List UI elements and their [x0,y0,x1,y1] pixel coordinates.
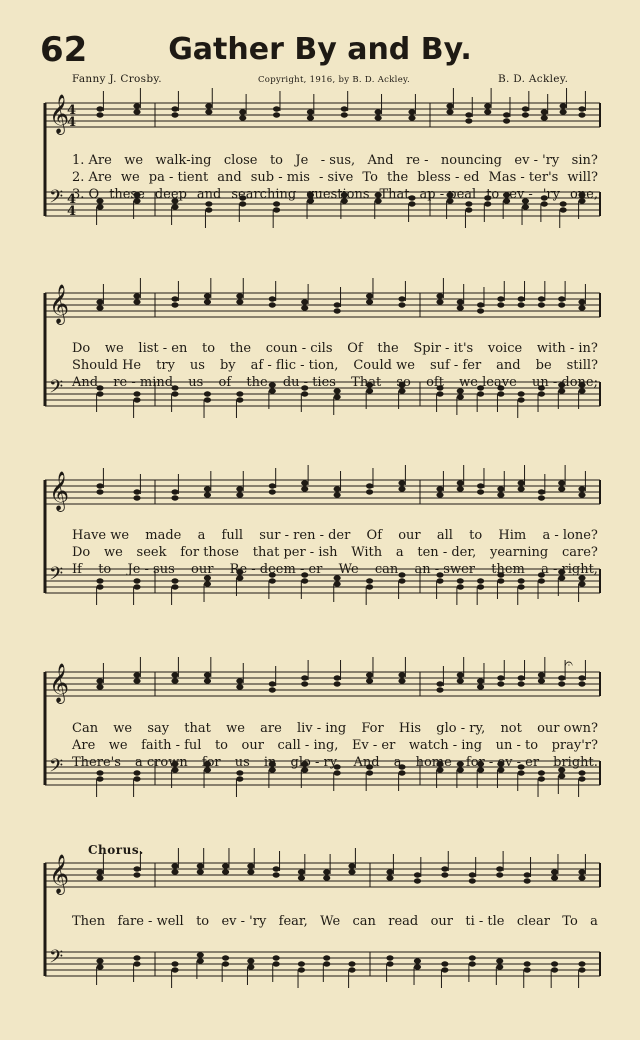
lyric-syllable: these [109,187,145,202]
note-head [222,863,229,868]
lyric-syllable: us [188,375,204,390]
lyric-syllable: af - flic - tion, [250,358,339,373]
lyric-syllable: Do [72,341,91,356]
lyric-syllable: pray'r? [551,738,598,753]
note-head [386,869,393,874]
note-head [247,863,254,868]
lyric-syllable: fare - well [117,914,184,929]
lyric-syllable: - sive [318,170,354,185]
lyric-syllable: yearning [490,545,549,560]
note-head [414,872,421,877]
lyric-syllable: call - ing, [277,738,339,753]
lyric-syllable: a - lone? [542,528,598,543]
note-head [496,872,503,877]
treble-clef-icon: 𝄞 [49,471,70,511]
lyric-syllable: we [103,545,123,560]
composer-credit: B. D. Ackley. [498,73,569,85]
lyric-syllable: be [535,358,552,373]
lyric-syllable: our [191,562,214,577]
lyric-syllable: - sus, [320,153,356,168]
lyric-syllable: say [147,721,170,736]
lyric-syllable: Re - deem - er [229,562,323,577]
lyric-syllable: Je - sus [127,562,175,577]
lyric-syllable: not [500,721,522,736]
lyric-syllable: we [113,721,133,736]
lyric-syllable: to [98,562,112,577]
lyric-syllable: we [226,721,245,736]
treble-clef-icon: 𝄞 [49,284,70,324]
note-head [496,958,503,963]
lyric-syllable: Ev - er [351,738,396,753]
note-head [578,961,585,966]
time-signature-icon: 4 [67,192,77,207]
lyric-syllable: fear, [278,914,308,929]
lyric-syllable: we [120,170,140,185]
lyric-syllable: We [338,562,359,577]
lyric-syllable: a - right, [541,562,598,577]
lyric-syllable: Can [72,721,99,736]
lyric-syllable: to [486,187,500,202]
note-head [348,967,355,972]
lyric-syllable: ev - 'ry [514,153,560,168]
lyric-syllable: and [496,358,521,373]
note-head [441,961,448,966]
lyric-syllable: that [184,721,211,736]
lyric-syllable: us [234,755,250,770]
lyric-syllable: the [246,375,268,390]
lyric-syllable: questions [306,187,370,202]
lyric-syllable: that per - ish [252,545,338,560]
fermata-icon: 𝄐 [565,656,573,672]
note-head [222,869,229,874]
note-head [133,955,140,960]
lyric-syllable: walk-ing [155,153,212,168]
lyric-syllable: And [367,153,394,168]
lyric-syllable: to [202,341,216,356]
note-head [414,958,421,963]
lyric-syllable: ti - tle [465,914,505,929]
lyric-syllable: To [362,170,378,185]
lyric-syllable: a [393,755,402,770]
lyric-syllable: the [377,341,399,356]
lyric-syllable: That [351,375,382,390]
lyric-syllable: faith - ful [141,738,202,753]
note-head [469,955,476,960]
note-head [298,875,305,880]
lyric-syllable: we [124,153,144,168]
note-head [96,964,103,969]
note-head [524,961,531,966]
lyric-syllable: suf - fer [429,358,482,373]
bass-clef-icon: 𝄢 [49,947,64,972]
lyric-syllable: one, [569,187,598,202]
note-head [578,967,585,972]
note-head [469,872,476,877]
note-head [348,961,355,966]
lyric-syllable: and [217,170,242,185]
note-head [469,878,476,883]
note-head [247,964,254,969]
note-head [323,875,330,880]
note-head [273,866,280,871]
time-signature-icon: 4 [67,103,77,118]
lyric-syllable: try [156,358,175,373]
lyric-syllable: with - in? [536,341,598,356]
chorus-line [72,913,598,930]
lyric-syllable: sur - ren - der [259,528,351,543]
lyric-syllable: so [396,375,411,390]
note-head [441,866,448,871]
lyric-syllable: Should He [72,358,142,373]
note-head [551,875,558,880]
note-head [273,961,280,966]
lyric-syllable: of [218,375,232,390]
note-head [133,872,140,877]
lyric-syllable: Mas - ter's [488,170,559,185]
lyric-syllable: re - mind [113,375,174,390]
lyric-syllable: Are [72,738,96,753]
lyric-syllable: the [229,341,252,356]
lyric-syllable: Have we [72,528,130,543]
note-head [247,869,254,874]
note-head [524,878,531,883]
lyric-syllable: For [361,721,384,736]
note-head [133,866,140,871]
lyric-syllable: home [415,755,452,770]
lyric-syllable: pa - tient [148,170,209,185]
lyric-syllable: Then [72,914,106,929]
bass-clef-icon: 𝄢 [49,756,64,781]
lyric-syllable: With [351,545,383,560]
note-head [96,869,103,874]
lyric-syllable: Could we [353,358,415,373]
lyric-syllable: 3. O [72,187,100,202]
note-head [348,863,355,868]
lyric-syllable: full [221,528,244,543]
note-head [551,967,558,972]
lyric-syllable: coun - cils [265,341,333,356]
note-head [578,875,585,880]
note-head [323,961,330,966]
lyric-syllable: And [353,755,380,770]
note-head [578,869,585,874]
lyric-syllable: voice [487,341,523,356]
lyric-syllable: read [388,914,419,929]
note-head [197,952,204,957]
lyric-syllable: Spir - it's [413,341,474,356]
lyric-syllable: nouncing [440,153,502,168]
lyric-syllable: Him [498,528,527,543]
lyric-syllable: for [201,755,221,770]
lyric-syllable: re - [406,153,429,168]
lyric-syllable: Do [72,545,91,560]
treble-clef-icon: 𝄞 [49,854,70,894]
lyric-syllable: all [436,528,453,543]
lyric-syllable: to [196,914,210,929]
lyric-syllable: we [108,738,128,753]
note-head [133,961,140,966]
note-head [273,872,280,877]
lyric-syllable: bless - ed [417,170,480,185]
lyric-syllable: ap - peal [419,187,477,202]
lyric-syllable: un - done; [531,375,598,390]
lyric-syllable: us [189,358,205,373]
hymn-title: Gather By and By. [168,32,472,67]
lyric-syllable: His [398,721,422,736]
lyric-syllable: an - swer [414,562,476,577]
lyric-syllable: We [320,914,341,929]
lyric-syllable: ev - 'ry [221,914,267,929]
hymn-number: 62 [40,30,88,70]
lyric-syllable: in [263,755,277,770]
lyric-syllable: sin? [571,153,598,168]
lyric-syllable: the [386,170,409,185]
lyric-syllable: our [241,738,264,753]
lyric-syllable: them [491,562,525,577]
lyric-syllable: oft [426,375,444,390]
lyric-syllable: a [590,914,598,929]
lyric-syllable: our [430,914,454,929]
lyric-syllable: Of [366,528,383,543]
note-head [197,869,204,874]
lyric-syllable: liv - ing [296,721,347,736]
lyric-syllable: 2. Are [72,170,112,185]
lyric-syllable: a [395,545,404,560]
lyric-syllable: by [219,358,236,373]
lyric-syllable: There's [72,755,121,770]
note-head [524,872,531,877]
lyric-syllable: deep [154,187,187,202]
lyric-syllable: for those [180,545,239,560]
note-head [414,964,421,969]
note-head [96,875,103,880]
note-head [386,875,393,880]
note-head [496,866,503,871]
note-head [171,869,178,874]
lyric-syllable: a [197,528,206,543]
lyric-syllable: sub - mis [250,170,310,185]
lyric-syllable: searching [231,187,297,202]
author-credit: Fanny J. Crosby. [72,73,162,85]
lyric-syllable: If [72,562,82,577]
lyric-syllable: list - en [138,341,188,356]
copyright-notice: Copyright, 1916, by B. D. Ackley. [258,75,411,85]
note-head [197,863,204,868]
time-signature-icon: 4 [67,204,77,219]
lyric-syllable: Je [295,153,309,168]
lyric-syllable: our own? [537,721,598,736]
lyric-syllable: watch - ing [408,738,483,753]
lyric-syllable: 1. Are [72,153,112,168]
note-head [298,869,305,874]
lyric-syllable: ev - [509,187,533,202]
note-head [171,961,178,966]
lyric-syllable: to [469,528,483,543]
bass-clef-icon: 𝄢 [49,377,64,402]
lyrics-block-5 [72,913,598,930]
bass-clef-icon: 𝄢 [49,187,64,212]
lyric-syllable: we leave [459,375,517,390]
lyric-syllable: du - ties [282,375,336,390]
lyric-syllable: for - ev - er [465,755,540,770]
lyric-syllable: seek [136,545,167,560]
note-head [171,967,178,972]
lyric-syllable: still? [566,358,598,373]
time-signature-icon: 4 [67,115,77,130]
lyric-syllable: close [223,153,258,168]
lyric-syllable: That [379,187,410,202]
note-head [441,967,448,972]
note-head [298,961,305,966]
note-head [348,869,355,874]
treble-clef-icon: 𝄞 [49,94,70,134]
note-head [386,955,393,960]
bass-clef-icon: 𝄢 [49,564,64,589]
note-head [222,961,229,966]
lyric-syllable: Of [347,341,363,356]
lyric-syllable: a crown [134,755,188,770]
chorus-label: Chorus. [88,843,144,857]
lyric-syllable: made [145,528,182,543]
lyric-syllable: And [72,375,99,390]
note-head [222,955,229,960]
lyric-syllable: glo - ry, [436,721,486,736]
note-head [171,863,178,868]
note-head [247,958,254,963]
lyric-syllable: to [269,153,283,168]
lyric-syllable: can [352,914,376,929]
lyric-syllable: will? [567,170,598,185]
note-head [496,964,503,969]
note-head [441,872,448,877]
lyric-syllable: care? [561,545,598,560]
lyric-syllable: un - to [495,738,539,753]
lyric-syllable: we [104,341,124,356]
lyric-syllable: clear [516,914,550,929]
note-head [96,958,103,963]
lyric-syllable: our [398,528,421,543]
note-head [414,878,421,883]
lyric-syllable: 'ry [542,187,560,202]
note-head [469,961,476,966]
note-head [323,869,330,874]
lyric-syllable: bright. [553,755,598,770]
lyric-syllable: to [214,738,229,753]
lyric-syllable: can [374,562,399,577]
note-head [197,958,204,963]
note-head [551,961,558,966]
note-head [551,869,558,874]
lyric-syllable: To [562,914,578,929]
note-head [524,967,531,972]
note-head [386,961,393,966]
lyric-syllable: ten - der, [417,545,477,560]
note-head [323,955,330,960]
lyric-syllable: are [260,721,282,736]
note-head [273,955,280,960]
treble-clef-icon: 𝄞 [49,663,70,703]
lyric-syllable: and [196,187,222,202]
lyric-syllable: glo - ry, [290,755,340,770]
note-head [298,967,305,972]
